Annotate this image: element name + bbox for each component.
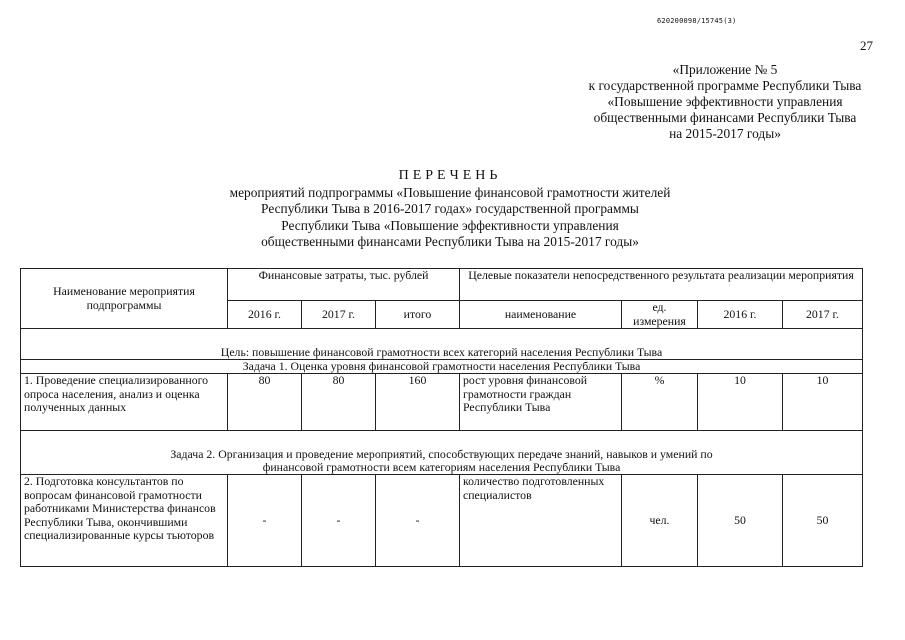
document-id: 620200098/15745(3) [657,17,737,25]
table-row [21,374,863,431]
task-1-text: Задача 1. Оценка уровня финансовой грамотности населения Республики Тыва [21,360,863,374]
table-header-row-1 [21,269,863,301]
measure-1-2017: 80 [302,374,376,431]
title-line-2: Республики Тыва в 2016-2017 годах» государственной программы [261,201,639,217]
page-number: 27 [860,38,873,53]
header-2017: 2017 г. [302,301,376,329]
measure-1-unit: % [622,374,698,431]
measure-1-target-2016: 10 [698,374,783,431]
appendix-line-1: «Приложение № 5 [672,62,778,77]
header-total: итого [376,301,460,329]
appendix-heading [540,62,905,142]
task-2-row [21,431,863,475]
task-2-text: Задача 2. Организация и проведение мероприятий, способствующих передаче знаний, навыков и умений по финансовой грамотности всем категориям населения Республики Тыва [21,431,863,475]
document-title [150,168,750,251]
measure-2-2016: - [228,475,302,567]
appendix-line-5: на 2015-2017 годы» [669,126,781,141]
appendix-line-2: к государственной программе Республики Тыва [588,78,862,93]
header-target-2016: 2016 г. [698,301,783,329]
measure-1-indicator: рост уровня финансовой грамотности граждан Республики Тыва [460,374,622,431]
measure-1-target-2017: 10 [783,374,863,431]
title-line-4: общественными финансами Республики Тыва на 2015-2017 годы» [261,234,639,250]
measure-2-target-2016: 50 [698,475,783,567]
measure-1-total: 160 [376,374,460,431]
table-row [21,475,863,567]
measure-1-name: 1. Проведение специализированного опроса населения, анализ и оценка полученных данных [21,374,228,431]
goal-text: Цель: повышение финансовой грамотности всех категорий населения Республики Тыва [21,329,863,360]
header-2016: 2016 г. [228,301,302,329]
title-main: ПЕРЕЧЕНЬ [398,168,502,183]
task-1-row [21,360,863,374]
measures-table [20,268,863,567]
header-target-2017: 2017 г. [783,301,863,329]
measure-2-total: - [376,475,460,567]
header-unit: ед. измерения [622,301,698,329]
header-measure-name: Наименование мероприятия подпрограммы [21,269,228,329]
appendix-line-4: общественными финансами Республики Тыва [593,110,857,125]
measure-2-indicator: количество подготовленных специалистов [460,475,622,567]
title-line-3: Республики Тыва «Повышение эффективности управления [281,217,619,233]
header-finance: Финансовые затраты, тыс. рублей [228,269,460,301]
header-indicator-name: наименование [460,301,622,329]
appendix-line-3: «Повышение эффективности управления [607,94,843,109]
measure-2-2017: - [302,475,376,567]
measure-1-2016: 80 [228,374,302,431]
measure-2-unit: чел. [622,475,698,567]
title-line-1: мероприятий подпрограммы «Повышение финансовой грамотности жителей [229,184,671,200]
measure-2-name: 2. Подготовка консультантов по вопросам финансовой грамотности работниками Министерства финансов Республики Тыва, окончившими специализированные курсы тьюторов [21,475,228,567]
measure-2-target-2017: 50 [783,475,863,567]
header-targets: Целевые показатели непосредственного результата реализации мероприятия [460,269,863,301]
goal-row [21,329,863,360]
